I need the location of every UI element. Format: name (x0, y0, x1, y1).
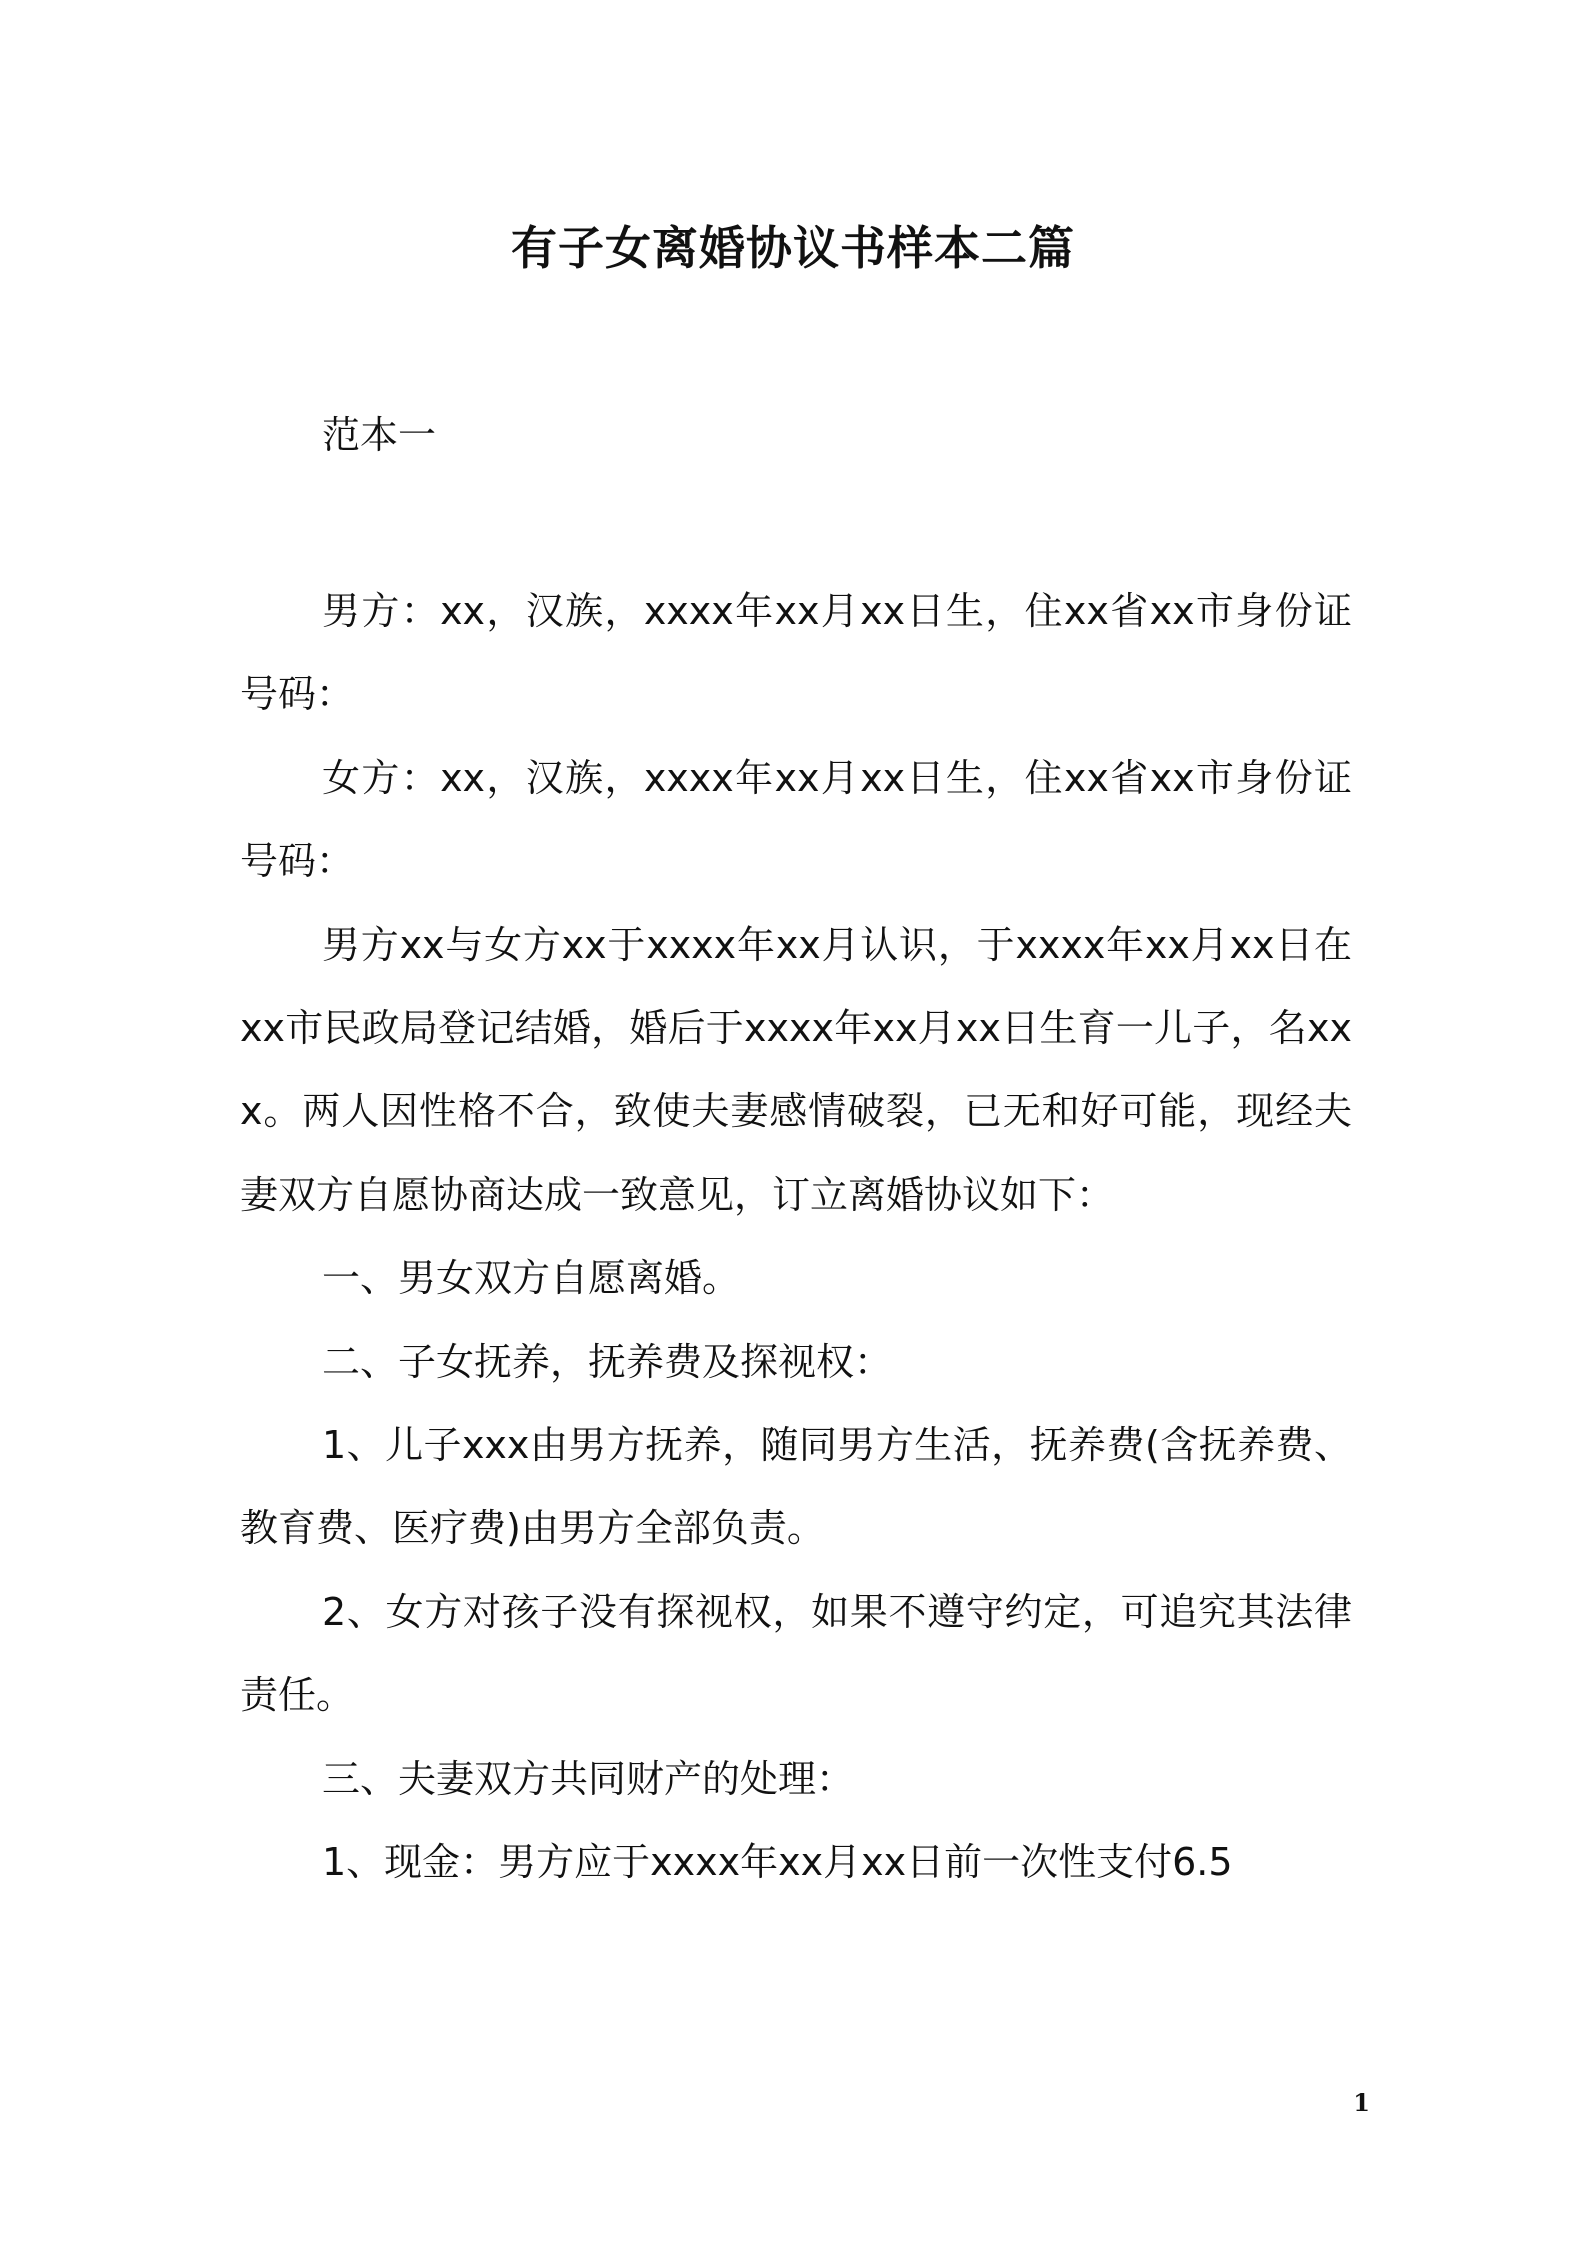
paragraph-background: 男方xx与女方xx于xxxx年xx月认识，于xxxx年xx月xx日在xx市民政局登记结婚，婚后于xxxx年xx月xx日生育一儿子，名xxx。两人因性格不合，致使夫妻感情破裂，已无和好可能，现经夫妻双方自愿协商达成一致意见，订立离婚协议如下： (240, 922, 1352, 1217)
paragraph-clause-2: 二、子女抚养，抚养费及探视权： (322, 1339, 893, 1384)
paragraph-clause-3-item-1: 1、现金：男方应于xxxx年xx月xx日前一次性支付6.5 (322, 1840, 1233, 1885)
paragraph-clause-2-item-1: 1、儿子xxx由男方抚养，随同男方生活，抚养费(含抚养费、教育费、医疗费)由男方全部负责。 (240, 1423, 1352, 1551)
section-heading: 范本一 (322, 413, 437, 457)
document-title: 有子女离婚协议书样本二篇 (511, 221, 1075, 275)
paragraph-clause-3: 三、夫妻双方共同财产的处理： (322, 1756, 855, 1801)
page-number: 1 (1353, 2088, 1370, 2117)
paragraph-clause-1: 一、男女双方自愿离婚。 (322, 1256, 741, 1301)
document-body (240, 570, 1352, 1905)
paragraph-male-party: 男方：xx，汉族，xxxx年xx月xx日生，住xx省xx市身份证号码： (240, 589, 1352, 717)
paragraph-female-party: 女方：xx，汉族，xxxx年xx月xx日生，住xx省xx市身份证号码： (240, 755, 1352, 884)
paragraph-clause-2-item-2: 2、女方对孩子没有探视权，如果不遵守约定，可追究其法律责任。 (240, 1589, 1352, 1718)
